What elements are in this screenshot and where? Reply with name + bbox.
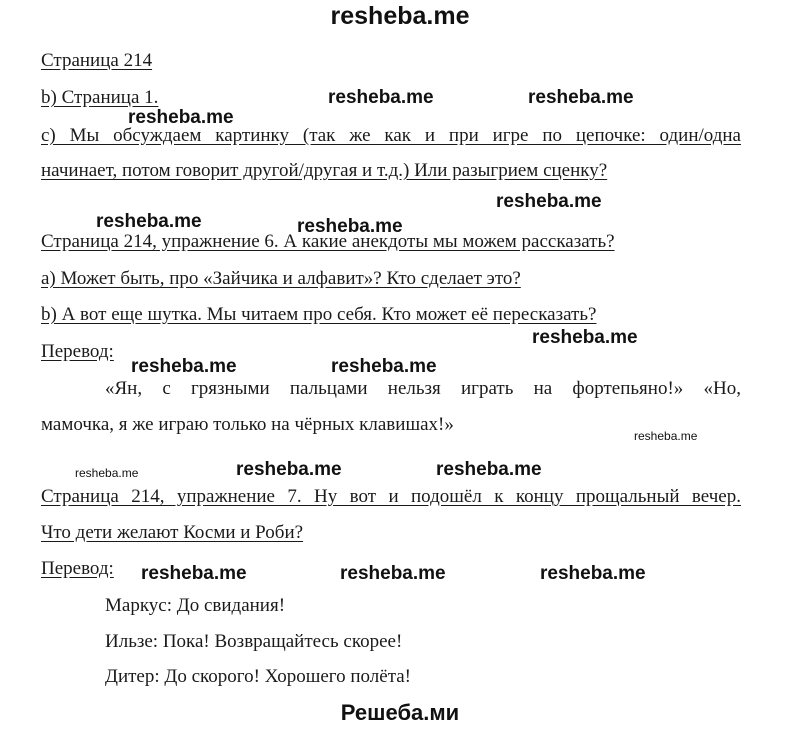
joke-line-2: мамочка, я же играю только на чёрных клавишах!» [41,414,454,435]
translation-label-2: Перевод: [41,558,114,579]
site-header: resheba.me [330,2,470,30]
page-heading: Страница 214 [41,50,153,71]
watermark: resheba.me [528,87,634,108]
joke-line-1: «Ян, с грязными пальцами нельзя играть на фортепьяно!» «Но, [105,378,741,399]
item-b-line: b) Страница 1. [41,87,159,108]
watermark: resheba.me [128,107,234,128]
watermark: resheba.me [141,563,247,584]
exercise-6-item-a: a) Может быть, про «Зайчика и алфавит»? Кто сделает это? [41,268,521,289]
translation-label-1: Перевод: [41,341,114,362]
exercise-6-heading: Страница 214, упражнение 6. А какие анекдоты мы можем рассказать? [41,231,615,252]
watermark: resheba.me [496,191,602,212]
watermark: resheba.me [131,356,237,377]
watermark: resheba.me [540,563,646,584]
watermark-small: resheba.me [75,466,139,480]
item-c-line-1: c) Мы обсуждаем картинку (так же как и при игре по цепочке: один/одна [41,125,741,146]
item-c-line-2: начинает, потом говорит другой/другая и т.д.) Или разыгрием сценку? [41,160,608,181]
watermark: resheba.me [340,563,446,584]
watermark: resheba.me [532,327,638,348]
watermark: resheba.me [436,459,542,480]
exercise-6-item-b: b) А вот еще шутка. Мы читаем про себя. Кто может её пересказать? [41,304,597,325]
watermark: resheba.me [328,87,434,108]
site-footer: Решеба.ми [340,700,460,725]
exercise-7-heading: Страница 214, упражнение 7. Ну вот и подошёл к концу прощальный вечер. [41,486,741,507]
exercise-7-question: Что дети желают Косми и Роби? [41,522,304,543]
watermark-small: resheba.me [634,429,698,443]
watermark: resheba.me [236,459,342,480]
watermark: resheba.me [297,216,403,237]
dialogue-markus: Маркус: До свидания! [105,595,286,616]
dialogue-dieter: Дитер: До скорого! Хорошего полёта! [105,666,411,687]
dialogue-ilse: Ильзе: Пока! Возвращайтесь скорее! [105,631,403,652]
watermark: resheba.me [331,356,437,377]
watermark: resheba.me [96,211,202,232]
